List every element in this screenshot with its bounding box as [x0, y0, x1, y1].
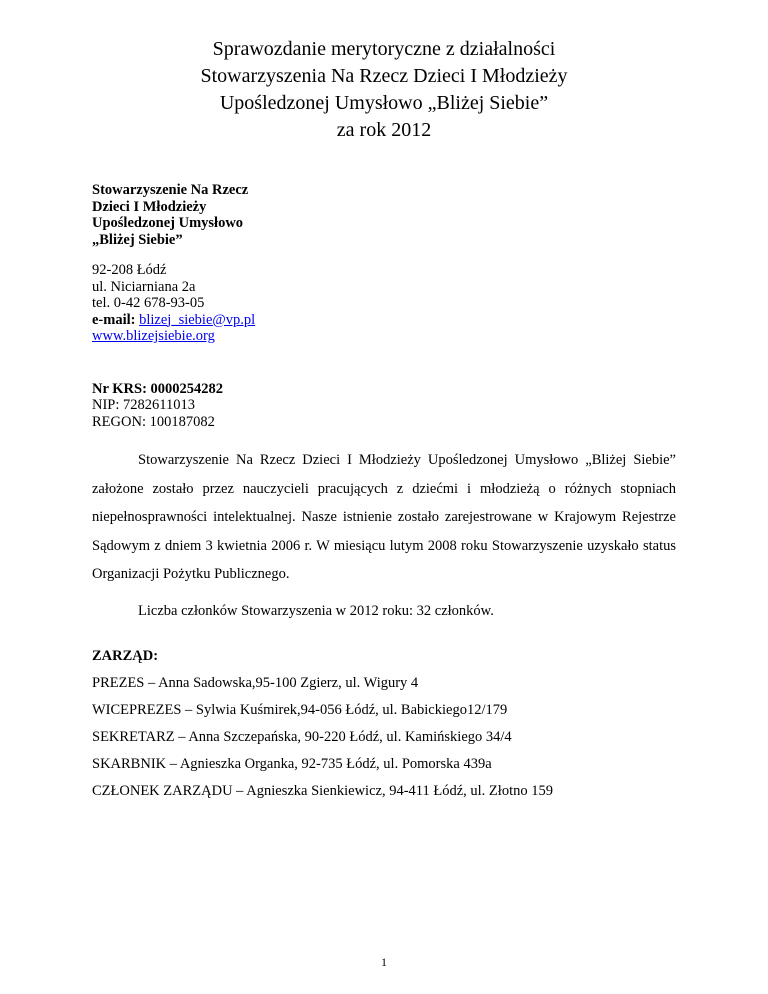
org-postal-city: 92-208 Łódź — [92, 262, 167, 278]
members-count-paragraph: Liczba członków Stowarzyszenia w 2012 roku: 32 członków. — [138, 602, 494, 619]
board-member-member: CZŁONEK ZARZĄDU – Agnieszka Sienkiewicz, 94-411 Łódź, ul. Złotno 159 — [92, 783, 553, 799]
org-street: ul. Niciarniana 2a — [92, 278, 196, 295]
board-member-secretary: SEKRETARZ – Anna Szczepańska, 90-220 Łódź, ul. Kamińskiego 34/4 — [92, 729, 512, 745]
org-name-line-1: Stowarzyszenie Na Rzecz — [92, 182, 249, 198]
regon-number: REGON: 100187082 — [92, 413, 215, 430]
title-line-2: Stowarzyszenia Na Rzecz Dzieci I Młodzieży — [200, 65, 568, 87]
document-title — [92, 36, 676, 144]
org-name-line-3: Upośledzonej Umysłowo — [92, 215, 244, 231]
board-heading: ZARZĄD: — [92, 648, 159, 664]
website-link[interactable]: www.blizejsiebie.org — [92, 328, 215, 344]
org-website-line — [92, 328, 676, 345]
page-number: 1 — [381, 955, 387, 969]
organization-name-block — [92, 182, 676, 248]
email-label: e-mail: — [92, 311, 136, 328]
org-name-line-2: Dzieci I Młodzieży — [92, 198, 207, 215]
org-phone: tel. 0-42 678-93-05 — [92, 295, 205, 311]
krs-number: Nr KRS: 0000254282 — [92, 380, 224, 397]
nip-number: NIP: 7282611013 — [92, 397, 195, 413]
board-member-president: PREZES – Anna Sadowska,95-100 Zgierz, ul. Wigury 4 — [92, 675, 419, 691]
email-link[interactable]: blizej_siebie@vp.pl — [139, 311, 256, 328]
title-line-1: Sprawozdanie merytoryczne z działalności — [212, 38, 556, 60]
board-member-treasurer: SKARBNIK – Agnieszka Organka, 92-735 Łódź, ul. Pomorska 439a — [92, 756, 492, 772]
organization-address-block — [92, 262, 676, 345]
intro-paragraph: Stowarzyszenie Na Rzecz Dzieci I Młodzieży Upośledzonej Umysłowo „Bliżej Siebie” założone zostało przez nauczycieli pracujących z dziećmi i młodzieżą o różnych stopniach niepełnosprawności intelektualnej. Nasze istnienie zostało zarejestrowane w Krajowym Rejestrze Sądowym z dniem 3 kwietnia 2006 r. W miesiącu lutym 2008 roku Stowarzyszenie uzyskało status Organizacji Pożytku Publicznego. — [92, 452, 676, 582]
board-section — [92, 643, 676, 805]
board-member-vice-president: WICEPREZES – Sylwia Kuśmirek,94-056 Łódź, ul. Babickiego12/179 — [92, 702, 508, 718]
title-line-4: za rok 2012 — [336, 119, 432, 141]
title-line-3: Upośledzonej Umysłowo „Bliżej Siebie” — [219, 92, 549, 114]
org-name-line-4: „Bliżej Siebie” — [92, 231, 183, 248]
org-email-line — [92, 312, 676, 329]
registry-block — [92, 381, 676, 431]
